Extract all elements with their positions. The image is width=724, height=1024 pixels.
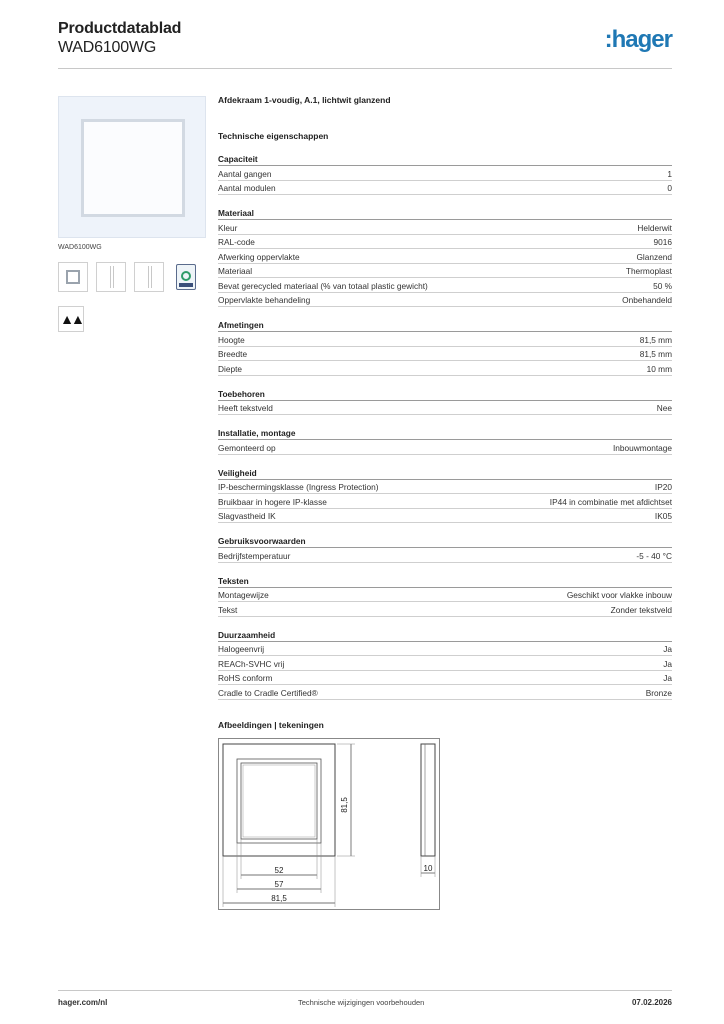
- section-title: Materiaal: [218, 208, 672, 220]
- footer-divider: [58, 990, 672, 991]
- spec-row: [218, 494, 672, 509]
- spec-label: Afwerking oppervlakte: [218, 251, 300, 262]
- spec-section: [218, 576, 672, 617]
- spec-value: Helderwit: [637, 222, 672, 233]
- spec-value: Onbehandeld: [622, 295, 672, 306]
- spec-label: Tekst: [218, 604, 238, 615]
- dim-inner: 52: [274, 866, 284, 875]
- page-title: Productdatablad: [58, 20, 182, 37]
- spec-row: [218, 166, 672, 181]
- technical-drawing: [218, 738, 440, 910]
- spec-row: [218, 249, 672, 264]
- cradle-to-cradle-icon: [176, 264, 196, 290]
- technical-heading: Technische eigenschappen: [218, 131, 329, 141]
- section-title: Installatie, montage: [218, 428, 672, 440]
- spec-label: REACh-SVHC vrij: [218, 658, 285, 669]
- spec-row: [218, 480, 672, 495]
- spec-value: Ja: [663, 644, 672, 655]
- spec-section: [218, 468, 672, 524]
- spec-label: Gemonteerd op: [218, 442, 276, 453]
- spec-section: [218, 536, 672, 563]
- spec-section: [218, 154, 672, 195]
- spec-value: 81,5 mm: [639, 334, 672, 345]
- product-image-caption: WAD6100WG: [58, 244, 102, 251]
- thumbnail-side-view[interactable]: [96, 262, 126, 292]
- spec-value: 1: [667, 168, 672, 179]
- frame-opening: [81, 119, 185, 217]
- spec-section: [218, 208, 672, 307]
- spec-value: 9016: [653, 237, 672, 248]
- thumbnail-certification[interactable]: [172, 262, 202, 292]
- spec-label: Materiaal: [218, 266, 253, 277]
- section-title: Duurzaamheid: [218, 630, 672, 642]
- spec-value: Inbouwmontage: [612, 442, 672, 453]
- spec-row: [218, 509, 672, 524]
- product-description: Afdekraam 1-voudig, A.1, lichtwit glanzend: [218, 95, 391, 105]
- spec-label: RAL-code: [218, 237, 255, 248]
- spec-label: RoHS conform: [218, 673, 273, 684]
- spec-row: [218, 347, 672, 362]
- spec-row: [218, 181, 672, 196]
- footer-disclaimer: Technische wijzigingen voorbehouden: [298, 998, 425, 1007]
- header-divider: [58, 68, 672, 69]
- hager-logo: :hager: [604, 26, 672, 53]
- water-drops-icon: ▲▲: [58, 306, 84, 332]
- spec-row: [218, 278, 672, 293]
- spec-label: Diepte: [218, 363, 242, 374]
- spec-row: [218, 548, 672, 563]
- spec-value: Ja: [663, 658, 672, 669]
- spec-value: Thermoplast: [625, 266, 672, 277]
- section-title: Teksten: [218, 576, 672, 588]
- spec-row: [218, 293, 672, 308]
- spec-row: [218, 602, 672, 617]
- section-title: Veiligheid: [218, 468, 672, 480]
- spec-sections: [218, 154, 672, 700]
- spec-label: Halogeenvrij: [218, 644, 265, 655]
- spec-label: Aantal modulen: [218, 183, 276, 194]
- spec-value: Bronze: [645, 687, 672, 698]
- spec-row: [218, 671, 672, 686]
- spec-value: IP20: [654, 482, 672, 493]
- spec-value: Ja: [663, 673, 672, 684]
- spec-value: Zonder tekstveld: [610, 604, 672, 615]
- side-view: [421, 744, 435, 856]
- footer-date: 07.02.2026: [631, 998, 672, 1007]
- inner-opening: [241, 763, 317, 839]
- spec-row: [218, 656, 672, 671]
- spec-label: Bruikbaar in hogere IP-klasse: [218, 496, 327, 507]
- spec-row: [218, 220, 672, 235]
- frame-front-icon: [66, 270, 80, 284]
- spec-label: Montagewijze: [218, 590, 269, 601]
- spec-label: Bedrijfstemperatuur: [218, 550, 291, 561]
- spec-row: [218, 361, 672, 376]
- spec-label: IP-beschermingsklasse (Ingress Protection): [218, 482, 379, 493]
- middle-frame: [237, 759, 321, 843]
- spec-value: Nee: [656, 403, 672, 414]
- spec-value: 0: [667, 183, 672, 194]
- spec-row: [218, 235, 672, 250]
- product-code: WAD6100WG: [58, 39, 157, 56]
- frame-side-icon: [110, 266, 114, 288]
- figures-heading: Afbeeldingen | tekeningen: [218, 720, 324, 730]
- spec-section: [218, 630, 672, 700]
- spec-value: 50 %: [653, 280, 672, 291]
- spec-value: 81,5 mm: [639, 349, 672, 360]
- dim-middle: 57: [274, 880, 284, 889]
- spec-label: Aantal gangen: [218, 168, 272, 179]
- spec-value: IP44 in combinatie met afdichtset: [549, 496, 672, 507]
- spec-label: Kleur: [218, 222, 238, 233]
- section-title: Capaciteit: [218, 154, 672, 166]
- spec-value: 10 mm: [646, 363, 672, 374]
- spec-section: [218, 428, 672, 455]
- thumbnail-front-view[interactable]: [58, 262, 88, 292]
- spec-label: Cradle to Cradle Certified®: [218, 687, 318, 698]
- spec-value: IK05: [654, 511, 672, 522]
- dim-depth: 10: [423, 864, 433, 873]
- spec-section: [218, 389, 672, 416]
- spec-row: [218, 332, 672, 347]
- spec-label: Slagvastheid IK: [218, 511, 276, 522]
- spec-row: [218, 685, 672, 700]
- frame-side-icon: [148, 266, 152, 288]
- section-title: Afmetingen: [218, 320, 672, 332]
- spec-content: [218, 95, 672, 700]
- dim-outer: 81,5: [271, 894, 287, 903]
- drawing-svg: [219, 739, 439, 909]
- spec-label: Heeft tekstveld: [218, 403, 273, 414]
- spec-label: Breedte: [218, 349, 248, 360]
- spec-label: Hoogte: [218, 334, 245, 345]
- spec-value: Glanzend: [636, 251, 672, 262]
- spec-row: [218, 642, 672, 657]
- spec-row: [218, 401, 672, 416]
- spec-value: Geschikt voor vlakke inbouw: [566, 590, 672, 601]
- spec-label: Bevat gerecycled materiaal (% van totaal plastic gewicht): [218, 280, 428, 291]
- thumbnail-side-view-2[interactable]: [134, 262, 164, 292]
- product-image[interactable]: [58, 96, 206, 238]
- section-title: Gebruiksvoorwaarden: [218, 536, 672, 548]
- spec-value: -5 - 40 °C: [636, 550, 672, 561]
- spec-section: [218, 320, 672, 376]
- spec-row: [218, 264, 672, 279]
- section-title: Toebehoren: [218, 389, 672, 401]
- spec-row: [218, 440, 672, 455]
- dim-height: 81,5: [340, 797, 349, 813]
- spec-label: Oppervlakte behandeling: [218, 295, 311, 306]
- footer-website-link[interactable]: hager.com/nl: [58, 998, 108, 1007]
- spec-row: [218, 588, 672, 603]
